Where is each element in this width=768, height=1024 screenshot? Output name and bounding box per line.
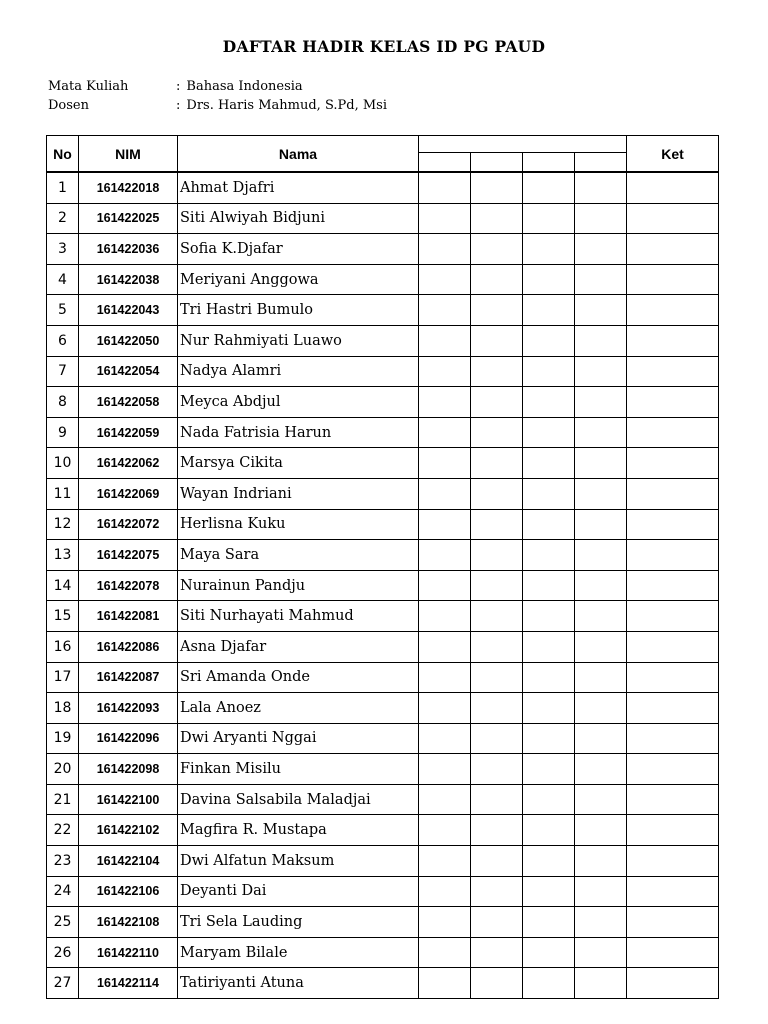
attendance-cell [523, 417, 575, 448]
row-nama: Dwi Aryanti Nggai [178, 723, 419, 754]
ket-cell [627, 815, 719, 846]
row-nim: 161422025 [79, 203, 178, 234]
table-row [47, 815, 719, 846]
attendance-cell [419, 325, 471, 356]
row-nim: 161422081 [79, 601, 178, 632]
attendance-cell [523, 968, 575, 999]
row-nama: Siti Nurhayati Mahmud [178, 601, 419, 632]
attendance-cell [471, 295, 523, 326]
attendance-cell [419, 723, 471, 754]
attendance-cell [575, 478, 627, 509]
meeting-divider [470, 152, 471, 171]
attendance-cell [419, 387, 471, 418]
attendance-cell [523, 815, 575, 846]
ket-cell [627, 846, 719, 877]
row-nim: 161422093 [79, 693, 178, 724]
row-nama: Ahmat Djafri [178, 173, 419, 204]
attendance-cell [471, 937, 523, 968]
row-no: 8 [47, 387, 79, 418]
attendance-cell [523, 754, 575, 785]
table-row [47, 601, 719, 632]
meta-colon: : [176, 79, 181, 94]
table-row [47, 173, 719, 204]
meta-course-label: Mata Kuliah [48, 79, 129, 94]
table-row [47, 325, 719, 356]
attendance-cell [523, 234, 575, 265]
row-nim: 161422062 [79, 448, 178, 479]
row-no: 9 [47, 417, 79, 448]
table-row [47, 907, 719, 938]
attendance-cell [523, 693, 575, 724]
row-no: 12 [47, 509, 79, 540]
attendance-cell [523, 509, 575, 540]
row-nim: 161422096 [79, 723, 178, 754]
header-ket: Ket [627, 136, 719, 172]
row-nama: Wayan Indriani [178, 478, 419, 509]
ket-cell [627, 417, 719, 448]
row-nama: Herlisna Kuku [178, 509, 419, 540]
row-no: 13 [47, 540, 79, 571]
attendance-cell [419, 754, 471, 785]
row-no: 19 [47, 723, 79, 754]
attendance-cell [575, 325, 627, 356]
meta-course [48, 79, 303, 94]
table-row [47, 754, 719, 785]
attendance-cell [523, 937, 575, 968]
ket-cell [627, 203, 719, 234]
row-nim: 161422018 [79, 173, 178, 204]
meta-colon: : [176, 98, 181, 113]
row-no: 11 [47, 478, 79, 509]
attendance-cell [575, 723, 627, 754]
table-row [47, 662, 719, 693]
ket-cell [627, 570, 719, 601]
attendance-cell [471, 907, 523, 938]
attendance-cell [419, 662, 471, 693]
row-no: 14 [47, 570, 79, 601]
ket-cell [627, 509, 719, 540]
table-row [47, 417, 719, 448]
ket-cell [627, 631, 719, 662]
attendance-cell [523, 570, 575, 601]
row-nama: Lala Anoez [178, 693, 419, 724]
row-nama: Davina Salsabila Maladjai [178, 784, 419, 815]
row-nim: 161422038 [79, 264, 178, 295]
row-nama: Tri Sela Lauding [178, 907, 419, 938]
table-row [47, 295, 719, 326]
attendance-cell [471, 173, 523, 204]
row-nama: Finkan Misilu [178, 754, 419, 785]
table-row [47, 448, 719, 479]
row-nama: Nadya Alamri [178, 356, 419, 387]
row-nama: Magfira R. Mustapa [178, 815, 419, 846]
attendance-cell [471, 264, 523, 295]
row-no: 17 [47, 662, 79, 693]
row-nama: Sri Amanda Onde [178, 662, 419, 693]
attendance-cell [523, 723, 575, 754]
row-no: 15 [47, 601, 79, 632]
row-nim: 161422072 [79, 509, 178, 540]
row-nim: 161422086 [79, 631, 178, 662]
attendance-cell [471, 815, 523, 846]
attendance-cell [471, 601, 523, 632]
attendance-table [46, 135, 719, 999]
row-nim: 161422110 [79, 937, 178, 968]
meta-lecturer-value: Drs. Haris Mahmud, S.Pd, Msi [186, 98, 387, 113]
attendance-cell [419, 234, 471, 265]
attendance-cell [471, 693, 523, 724]
row-nama: Tri Hastri Bumulo [178, 295, 419, 326]
row-nim: 161422078 [79, 570, 178, 601]
table-row [47, 264, 719, 295]
table-row [47, 693, 719, 724]
attendance-cell [575, 937, 627, 968]
attendance-cell [523, 356, 575, 387]
row-nim: 161422059 [79, 417, 178, 448]
attendance-cell [575, 846, 627, 877]
row-no: 16 [47, 631, 79, 662]
attendance-cell [471, 784, 523, 815]
header-row [47, 136, 719, 172]
meta-course-value: Bahasa Indonesia [186, 79, 303, 94]
row-nama: Siti Alwiyah Bidjuni [178, 203, 419, 234]
row-nama: Maya Sara [178, 540, 419, 571]
row-no: 10 [47, 448, 79, 479]
attendance-cell [471, 754, 523, 785]
ket-cell [627, 325, 719, 356]
ket-cell [627, 907, 719, 938]
row-no: 26 [47, 937, 79, 968]
attendance-cell [419, 907, 471, 938]
attendance-cell [523, 876, 575, 907]
attendance-cell [419, 968, 471, 999]
ket-cell [627, 601, 719, 632]
ket-cell [627, 723, 719, 754]
row-no: 3 [47, 234, 79, 265]
table-row [47, 876, 719, 907]
row-no: 21 [47, 784, 79, 815]
ket-cell [627, 876, 719, 907]
attendance-cell [419, 784, 471, 815]
row-no: 24 [47, 876, 79, 907]
attendance-cell [471, 417, 523, 448]
attendance-cell [575, 173, 627, 204]
row-nama: Sofia K.Djafar [178, 234, 419, 265]
table-row [47, 203, 719, 234]
header-meetings [419, 136, 627, 172]
row-nama: Meriyani Anggowa [178, 264, 419, 295]
row-nim: 161422102 [79, 815, 178, 846]
attendance-cell [523, 295, 575, 326]
row-no: 23 [47, 846, 79, 877]
row-nim: 161422087 [79, 662, 178, 693]
attendance-cell [523, 846, 575, 877]
attendance-cell [419, 876, 471, 907]
attendance-cell [523, 601, 575, 632]
attendance-cell [471, 325, 523, 356]
attendance-cell [575, 754, 627, 785]
ket-cell [627, 937, 719, 968]
row-nim: 161422075 [79, 540, 178, 571]
attendance-cell [523, 173, 575, 204]
row-nama: Maryam Bilale [178, 937, 419, 968]
attendance-cell [523, 540, 575, 571]
table-row [47, 478, 719, 509]
meta-lecturer [48, 98, 387, 113]
header-nama: Nama [178, 136, 419, 172]
table-row [47, 631, 719, 662]
table-row [47, 968, 719, 999]
attendance-cell [419, 173, 471, 204]
attendance-cell [419, 509, 471, 540]
attendance-cell [419, 264, 471, 295]
attendance-cell [419, 815, 471, 846]
attendance-cell [575, 662, 627, 693]
ket-cell [627, 968, 719, 999]
row-no: 18 [47, 693, 79, 724]
page-title: DAFTAR HADIR KELAS ID PG PAUD [222, 37, 546, 56]
ket-cell [627, 478, 719, 509]
attendance-cell [523, 631, 575, 662]
meeting-divider [574, 152, 575, 171]
table-row [47, 356, 719, 387]
ket-cell [627, 662, 719, 693]
table-row [47, 723, 719, 754]
row-no: 1 [47, 173, 79, 204]
attendance-cell [575, 570, 627, 601]
ket-cell [627, 295, 719, 326]
attendance-cell [471, 876, 523, 907]
row-nim: 161422106 [79, 876, 178, 907]
row-nim: 161422058 [79, 387, 178, 418]
ket-cell [627, 754, 719, 785]
attendance-cell [419, 693, 471, 724]
ket-cell [627, 234, 719, 265]
attendance-cell [575, 509, 627, 540]
attendance-cell [523, 264, 575, 295]
ket-cell [627, 784, 719, 815]
attendance-cell [471, 570, 523, 601]
row-nama: Nurainun Pandju [178, 570, 419, 601]
attendance-cell [575, 968, 627, 999]
row-nim: 161422098 [79, 754, 178, 785]
attendance-cell [471, 203, 523, 234]
ket-cell [627, 173, 719, 204]
attendance-cell [575, 693, 627, 724]
row-nim: 161422043 [79, 295, 178, 326]
row-no: 5 [47, 295, 79, 326]
meta-lecturer-label: Dosen [48, 98, 89, 113]
header-no: No [47, 136, 79, 172]
attendance-cell [419, 356, 471, 387]
row-nim: 161422104 [79, 846, 178, 877]
attendance-cell [471, 631, 523, 662]
row-nim: 161422100 [79, 784, 178, 815]
attendance-cell [575, 203, 627, 234]
attendance-cell [419, 448, 471, 479]
attendance-cell [419, 631, 471, 662]
attendance-cell [523, 387, 575, 418]
attendance-cell [523, 784, 575, 815]
attendance-cell [575, 631, 627, 662]
attendance-cell [471, 356, 523, 387]
attendance-cell [575, 356, 627, 387]
row-nama: Nada Fatrisia Harun [178, 417, 419, 448]
attendance-cell [575, 907, 627, 938]
attendance-cell [471, 387, 523, 418]
row-no: 6 [47, 325, 79, 356]
attendance-cell [471, 509, 523, 540]
attendance-cell [523, 325, 575, 356]
row-nama: Nur Rahmiyati Luawo [178, 325, 419, 356]
attendance-cell [575, 601, 627, 632]
row-no: 27 [47, 968, 79, 999]
attendance-cell [575, 234, 627, 265]
attendance-cell [575, 295, 627, 326]
row-no: 2 [47, 203, 79, 234]
attendance-cell [575, 417, 627, 448]
row-nim: 161422054 [79, 356, 178, 387]
row-nama: Dwi Alfatun Maksum [178, 846, 419, 877]
attendance-cell [471, 448, 523, 479]
attendance-cell [575, 448, 627, 479]
table-row [47, 784, 719, 815]
row-nim: 161422069 [79, 478, 178, 509]
row-nama: Meyca Abdjul [178, 387, 419, 418]
attendance-rows [47, 173, 719, 999]
attendance-cell [523, 448, 575, 479]
attendance-cell [471, 723, 523, 754]
attendance-cell [575, 876, 627, 907]
attendance-cell [575, 540, 627, 571]
attendance-cell [419, 203, 471, 234]
table-row [47, 234, 719, 265]
row-no: 7 [47, 356, 79, 387]
header-nim: NIM [79, 136, 178, 172]
ket-cell [627, 540, 719, 571]
row-nim: 161422114 [79, 968, 178, 999]
attendance-cell [471, 846, 523, 877]
attendance-cell [575, 815, 627, 846]
attendance-cell [471, 540, 523, 571]
attendance-cell [471, 478, 523, 509]
attendance-cell [419, 540, 471, 571]
row-no: 25 [47, 907, 79, 938]
table-row [47, 540, 719, 571]
row-nim: 161422036 [79, 234, 178, 265]
ket-cell [627, 356, 719, 387]
attendance-cell [523, 662, 575, 693]
row-nama: Asna Djafar [178, 631, 419, 662]
attendance-cell [419, 846, 471, 877]
attendance-cell [471, 662, 523, 693]
row-nim: 161422108 [79, 907, 178, 938]
attendance-cell [419, 478, 471, 509]
ket-cell [627, 693, 719, 724]
table-row [47, 570, 719, 601]
row-no: 4 [47, 264, 79, 295]
table-row [47, 937, 719, 968]
attendance-cell [523, 203, 575, 234]
table-row [47, 509, 719, 540]
row-no: 22 [47, 815, 79, 846]
attendance-cell [575, 784, 627, 815]
attendance-cell [471, 234, 523, 265]
attendance-cell [419, 601, 471, 632]
row-no: 20 [47, 754, 79, 785]
row-nama: Deyanti Dai [178, 876, 419, 907]
attendance-cell [419, 937, 471, 968]
attendance-cell [419, 570, 471, 601]
ket-cell [627, 264, 719, 295]
attendance-cell [523, 478, 575, 509]
row-nim: 161422050 [79, 325, 178, 356]
meeting-divider [522, 152, 523, 171]
ket-cell [627, 387, 719, 418]
attendance-cell [471, 968, 523, 999]
attendance-cell [419, 417, 471, 448]
attendance-cell [575, 387, 627, 418]
row-nama: Tatiriyanti Atuna [178, 968, 419, 999]
attendance-cell [575, 264, 627, 295]
row-nama: Marsya Cikita [178, 448, 419, 479]
ket-cell [627, 448, 719, 479]
attendance-cell [523, 907, 575, 938]
table-row [47, 846, 719, 877]
table-row [47, 387, 719, 418]
attendance-cell [419, 295, 471, 326]
